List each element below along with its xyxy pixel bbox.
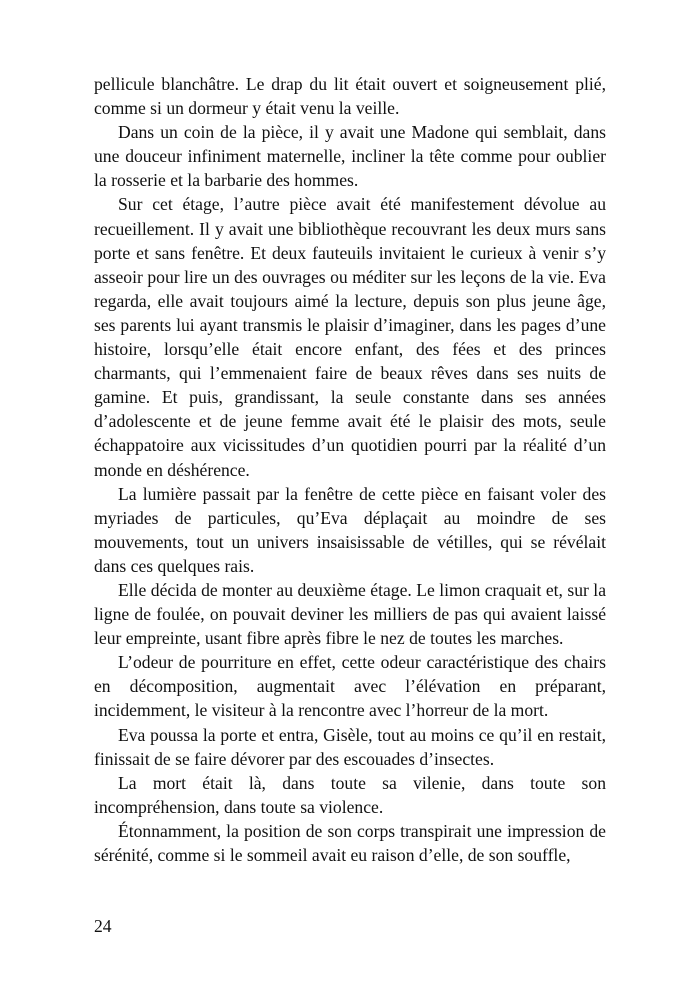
- paragraph-3: Sur cet étage, l’autre pièce avait été manifestement dévolue au recueillement. Il y avait une bibliothèque recouvrant les deux murs sans porte et sans fenêtre. Et deux fauteuils invitaient le curieux à venir s’y asseoir pour lire un des ouvrages ou méditer sur les leçons de la vie. Eva regarda, elle avait toujours aimé la lecture, depuis son plus jeune âge, ses parents lui ayant transmis le plaisir d’imaginer, dans les pages d’une histoire, lorsqu’elle était encore enfant, des fées et des princes charmants, qui l’emmenaient faire de beaux rêves dans ses nuits de gamine. Et puis, grandissant, la seule constante dans ses années d’adolescente et de jeune femme avait été le plaisir des mots, seule échappatoire aux vicissitudes d’un quotidien pourri par la réalité d’un monde en déshérence.: [94, 194, 606, 480]
- paragraph-7: Eva poussa la porte et entra, Gisèle, tout au moins ce qu’il en restait, finissait de se faire dévorer par des escouades d’insectes.: [94, 724, 606, 769]
- paragraph-8: La mort était là, dans toute sa vilenie, dans toute son incompréhension, dans toute sa violence.: [94, 772, 606, 817]
- paragraph-2: Dans un coin de la pièce, il y avait une Madone qui semblait, dans une douceur infiniment maternelle, incliner la tête comme pour oublier la rosserie et la barbarie des hommes.: [94, 122, 606, 191]
- paragraph-4: La lumière passait par la fenêtre de cette pièce en faisant voler des myriades de particules, qu’Eva déplaçait au moindre de ses mouvements, tout un univers insaisissable de vétilles, qui se révélait dans ces quelques rais.: [94, 483, 606, 576]
- body-text: [94, 72, 606, 867]
- paragraph-6: L’odeur de pourriture en effet, cette odeur caractéristique des chairs en décomposition, augmentait avec l’élévation en préparant, incidemment, le visiteur à la rencontre avec l’horreur de la mort.: [94, 652, 606, 721]
- paragraph-1: pellicule blanchâtre. Le drap du lit était ouvert et soigneusement plié, comme si un dormeur y était venu la veille.: [94, 74, 606, 119]
- page-number: 24: [94, 916, 112, 936]
- paragraph-5: Elle décida de monter au deuxième étage. Le limon craquait et, sur la ligne de foulée, on pouvait deviner les milliers de pas qui avaient laissé leur empreinte, usant fibre après fibre le nez de toutes les marches.: [94, 579, 606, 649]
- paragraph-9: Étonnamment, la position de son corps transpirait une impression de sérénité, comme si le sommeil avait eu raison d’elle, de son souffle,: [94, 820, 606, 865]
